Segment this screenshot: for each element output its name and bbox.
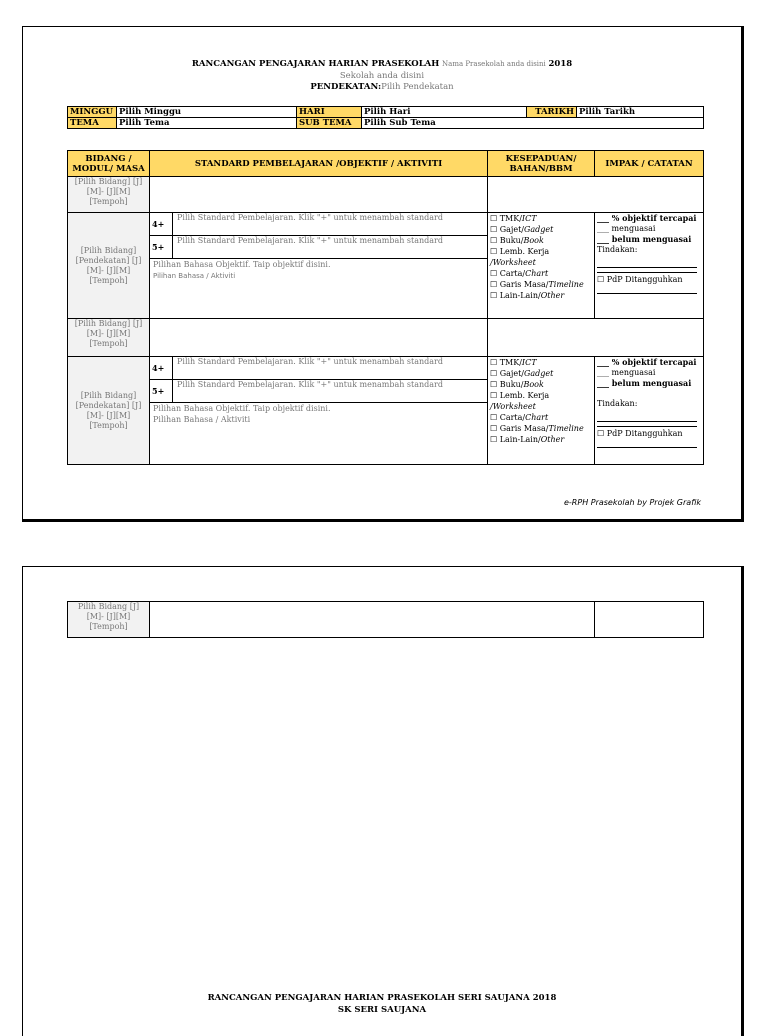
checkbox-lain[interactable]: ☐ Lain-Lain/Other [490,435,565,444]
header-impak: IMPAK / CATATAN [595,151,704,177]
page-title [23,59,741,69]
kesepaduan-list [488,213,595,319]
checkbox-buku[interactable]: ☐ Buku/Book [490,380,544,389]
page2-school: SK SERI SAUJANA [337,1005,427,1015]
checkbox-lembaran[interactable]: ☐ Lemb. Kerja /Worksheet [490,247,550,267]
page2-title: RANCANGAN PENGAJARAN HARIAN PRASEKOLAH SERI SAUJANA 2018 [207,993,557,1003]
bidang-cell-detail[interactable]: [Pilih Bidang] [Pendekatan] [J][M]- [J][M] [Tempoh] [68,357,150,465]
level-4-label: 4+ [150,213,173,235]
impak-menguasai[interactable]: ___ menguasai [597,224,656,233]
checkbox-ditangguhkan[interactable]: ☐ PdP Ditangguhkan [597,429,683,438]
impak-belum[interactable]: ___ belum menguasai [597,234,692,244]
standard-select-5[interactable]: Pilih Standard Pembelajaran. Klik "+" untuk menambah standard [177,236,444,245]
info-table [67,106,704,129]
impak-menguasai[interactable]: ___ menguasai [597,368,656,377]
kesepaduan-list [488,357,595,465]
impak-cell[interactable] [595,602,704,638]
standard-select-4[interactable]: Pilih Standard Pembelajaran. Klik "+" untuk menambah standard [177,357,444,366]
hari-label: HARI [297,107,362,118]
standard-cell[interactable] [150,177,488,213]
tindakan-line-1[interactable] [597,409,697,422]
tarikh-select[interactable]: Pilih Tarikh [577,107,704,118]
checkbox-garis[interactable]: ☐ Garis Masa/Timeline [490,280,584,289]
standard-block [150,213,488,319]
header-kesepaduan: KESEPADUAN/ BAHAN/BBM [488,151,595,177]
approach-label: PENDEKATAN: [310,82,382,92]
checkbox-buku[interactable]: ☐ Buku/Book [490,236,544,245]
document-page-1 [22,26,744,522]
checkbox-carta[interactable]: ☐ Carta/Chart [490,269,549,278]
bidang-cell[interactable]: [Pilih Bidang] [J][M]- [J][M] [Tempoh] [68,319,150,357]
standard-select-5[interactable]: Pilih Standard Pembelajaran. Klik "+" untuk menambah standard [177,380,444,389]
footer-credit: e-RPH Prasekolah by Projek Grafik [564,498,701,507]
empty-cell[interactable] [488,177,704,213]
checkbox-tmk[interactable]: ☐ TMK/ICT [490,358,537,367]
empty-cell[interactable] [488,319,704,357]
hari-select[interactable]: Pilih Hari [362,107,527,118]
activity-text[interactable]: Pilihan Bahasa / Aktiviti [153,415,251,424]
checkbox-ditangguhkan[interactable]: ☐ PdP Ditangguhkan [597,275,683,284]
ditangguhkan-line[interactable] [597,439,697,448]
checkbox-lain[interactable]: ☐ Lain-Lain/Other [490,291,565,300]
school-name[interactable]: Sekolah anda disini [339,71,425,81]
impak-cell [595,213,704,319]
year-text: 2018 [548,59,573,69]
impak-belum[interactable]: ___ belum menguasai [597,378,692,388]
tema-label: TEMA [68,118,117,129]
checkbox-garis[interactable]: ☐ Garis Masa/Timeline [490,424,584,433]
approach-line [23,82,741,92]
bidang-cell-detail[interactable]: [Pilih Bidang] [Pendekatan] [J][M]- [J][M] [Tempoh] [68,213,150,319]
approach-select[interactable]: Pilih Pendekatan [381,82,454,92]
document-page-2 [22,566,744,1036]
header-bidang: BIDANG / MODUL/ MASA [68,151,150,177]
standard-cell[interactable] [150,319,488,357]
checkbox-tmk[interactable]: ☐ TMK/ICT [490,214,537,223]
tindakan-line-2[interactable] [597,268,697,273]
bidang-cell[interactable]: [Pilih Bidang] [J][M]- [J][M] [Tempoh] [68,177,150,213]
activity-text[interactable]: Pilihan Bahasa / Aktiviti [153,272,236,280]
impak-cell [595,357,704,465]
checkbox-gajet[interactable]: ☐ Gajet/Gadget [490,225,554,234]
lesson-table-continued [67,601,704,638]
standard-select-4[interactable]: Pilih Standard Pembelajaran. Klik "+" untuk menambah standard [177,213,444,222]
impak-tercapai[interactable]: ___ % objektif tercapai [597,213,697,223]
impak-tindakan: Tindakan: [597,245,638,254]
header-standard: STANDARD PEMBELAJARAN /OBJEKTIF / AKTIVITI [150,151,488,177]
minggu-label: MINGGU [68,107,117,118]
checkbox-gajet[interactable]: ☐ Gajet/Gadget [490,369,554,378]
standard-block [150,357,488,465]
standard-cell[interactable] [150,602,595,638]
subtema-select[interactable]: Pilih Sub Tema [362,118,704,129]
objective-text[interactable]: Pilihan Bahasa Objektif. Taip objektif disini. [153,260,331,269]
subtema-label: SUB TEMA [297,118,362,129]
level-4-label: 4+ [150,357,173,379]
lesson-table [67,150,704,465]
impak-tindakan: Tindakan: [597,399,638,408]
level-5-label: 5+ [150,380,173,402]
tema-select[interactable]: Pilih Tema [117,118,297,129]
impak-tercapai[interactable]: ___ % objektif tercapai [597,357,697,367]
minggu-select[interactable]: Pilih Minggu [117,107,297,118]
tarikh-label: TARIKH [527,107,577,118]
bidang-cell[interactable]: Pilih Bidang [J][M]- [J][M] [Tempoh] [68,602,150,638]
school-placeholder[interactable]: Nama Prasekolah anda disini [442,60,546,68]
checkbox-lembaran[interactable]: ☐ Lemb. Kerja /Worksheet [490,391,550,411]
tindakan-line-1[interactable] [597,255,697,268]
tindakan-line-2[interactable] [597,422,697,427]
objective-text[interactable]: Pilihan Bahasa Objektif. Taip objektif disini. [153,404,331,413]
title-text: RANCANGAN PENGAJARAN HARIAN PRASEKOLAH [191,59,440,69]
checkbox-carta[interactable]: ☐ Carta/Chart [490,413,549,422]
ditangguhkan-line[interactable] [597,285,697,294]
level-5-label: 5+ [150,236,173,258]
